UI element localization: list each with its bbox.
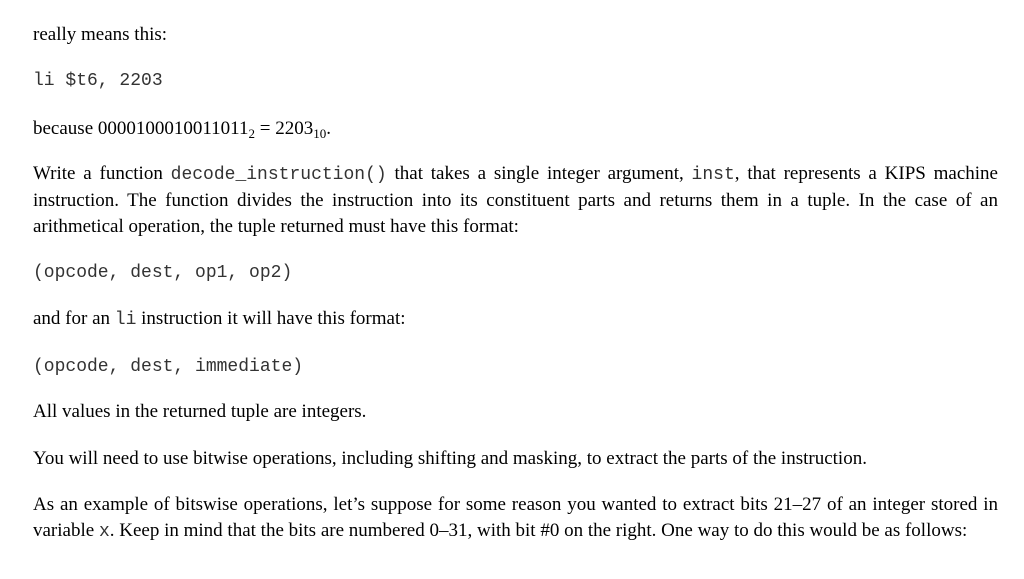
argument-name: inst <box>691 165 735 185</box>
code-li-example: li $t6, 2203 <box>33 71 163 91</box>
binary-base: 2 <box>248 126 255 141</box>
values-text: All values in the returned tuple are integers. <box>33 401 367 422</box>
write-text-3: , that represents a KIPS machine instruction. The function divides the instruction into its constituent parts and returns them in a tuple. In the case of an arithmetical operation, the tuple returned must have this format: <box>33 163 998 237</box>
write-text-1: Write a function <box>33 163 171 184</box>
li-text-1: and for an <box>33 308 115 329</box>
because-end: . <box>326 118 331 139</box>
equals-sign: = <box>254 118 276 139</box>
variable-name: x <box>98 522 110 542</box>
because-paragraph <box>33 116 998 142</box>
decimal-base: 10 <box>313 126 327 141</box>
code-immediate-tuple: (opcode, dest, immediate) <box>33 357 304 377</box>
function-name: decode_instruction() <box>170 165 387 185</box>
example-text-2: . Keep in mind that the bits are numbered 0–31, with bit #0 on the right. One way to do this would be as follows: <box>109 520 968 541</box>
decimal-value: 2203 <box>275 118 314 139</box>
example-paragraph <box>33 492 998 545</box>
bitwise-text: You will need to use bitwise operations, including shifting and masking, to extract the parts of the instruction. <box>33 448 867 469</box>
write-text-2: that takes a single integer argument, <box>386 163 692 184</box>
code-arith-tuple: (opcode, dest, op1, op2) <box>33 263 293 283</box>
write-function-paragraph <box>33 161 998 240</box>
because-lead: because <box>33 118 98 139</box>
bitwise-paragraph <box>33 446 998 472</box>
li-format-paragraph <box>33 306 998 333</box>
values-paragraph <box>33 399 998 425</box>
binary-value: 0000100010011011 <box>97 118 249 139</box>
li-text-2: instruction it will have this format: <box>136 308 406 329</box>
intro-paragraph <box>33 22 998 48</box>
li-keyword: li <box>114 310 137 330</box>
example-text-1: As an example of bitswise operations, let’s suppose for some reason you wanted to extract bits 21–27 of an integer stored in variable <box>33 494 998 541</box>
intro-text: really means this: <box>33 24 168 45</box>
